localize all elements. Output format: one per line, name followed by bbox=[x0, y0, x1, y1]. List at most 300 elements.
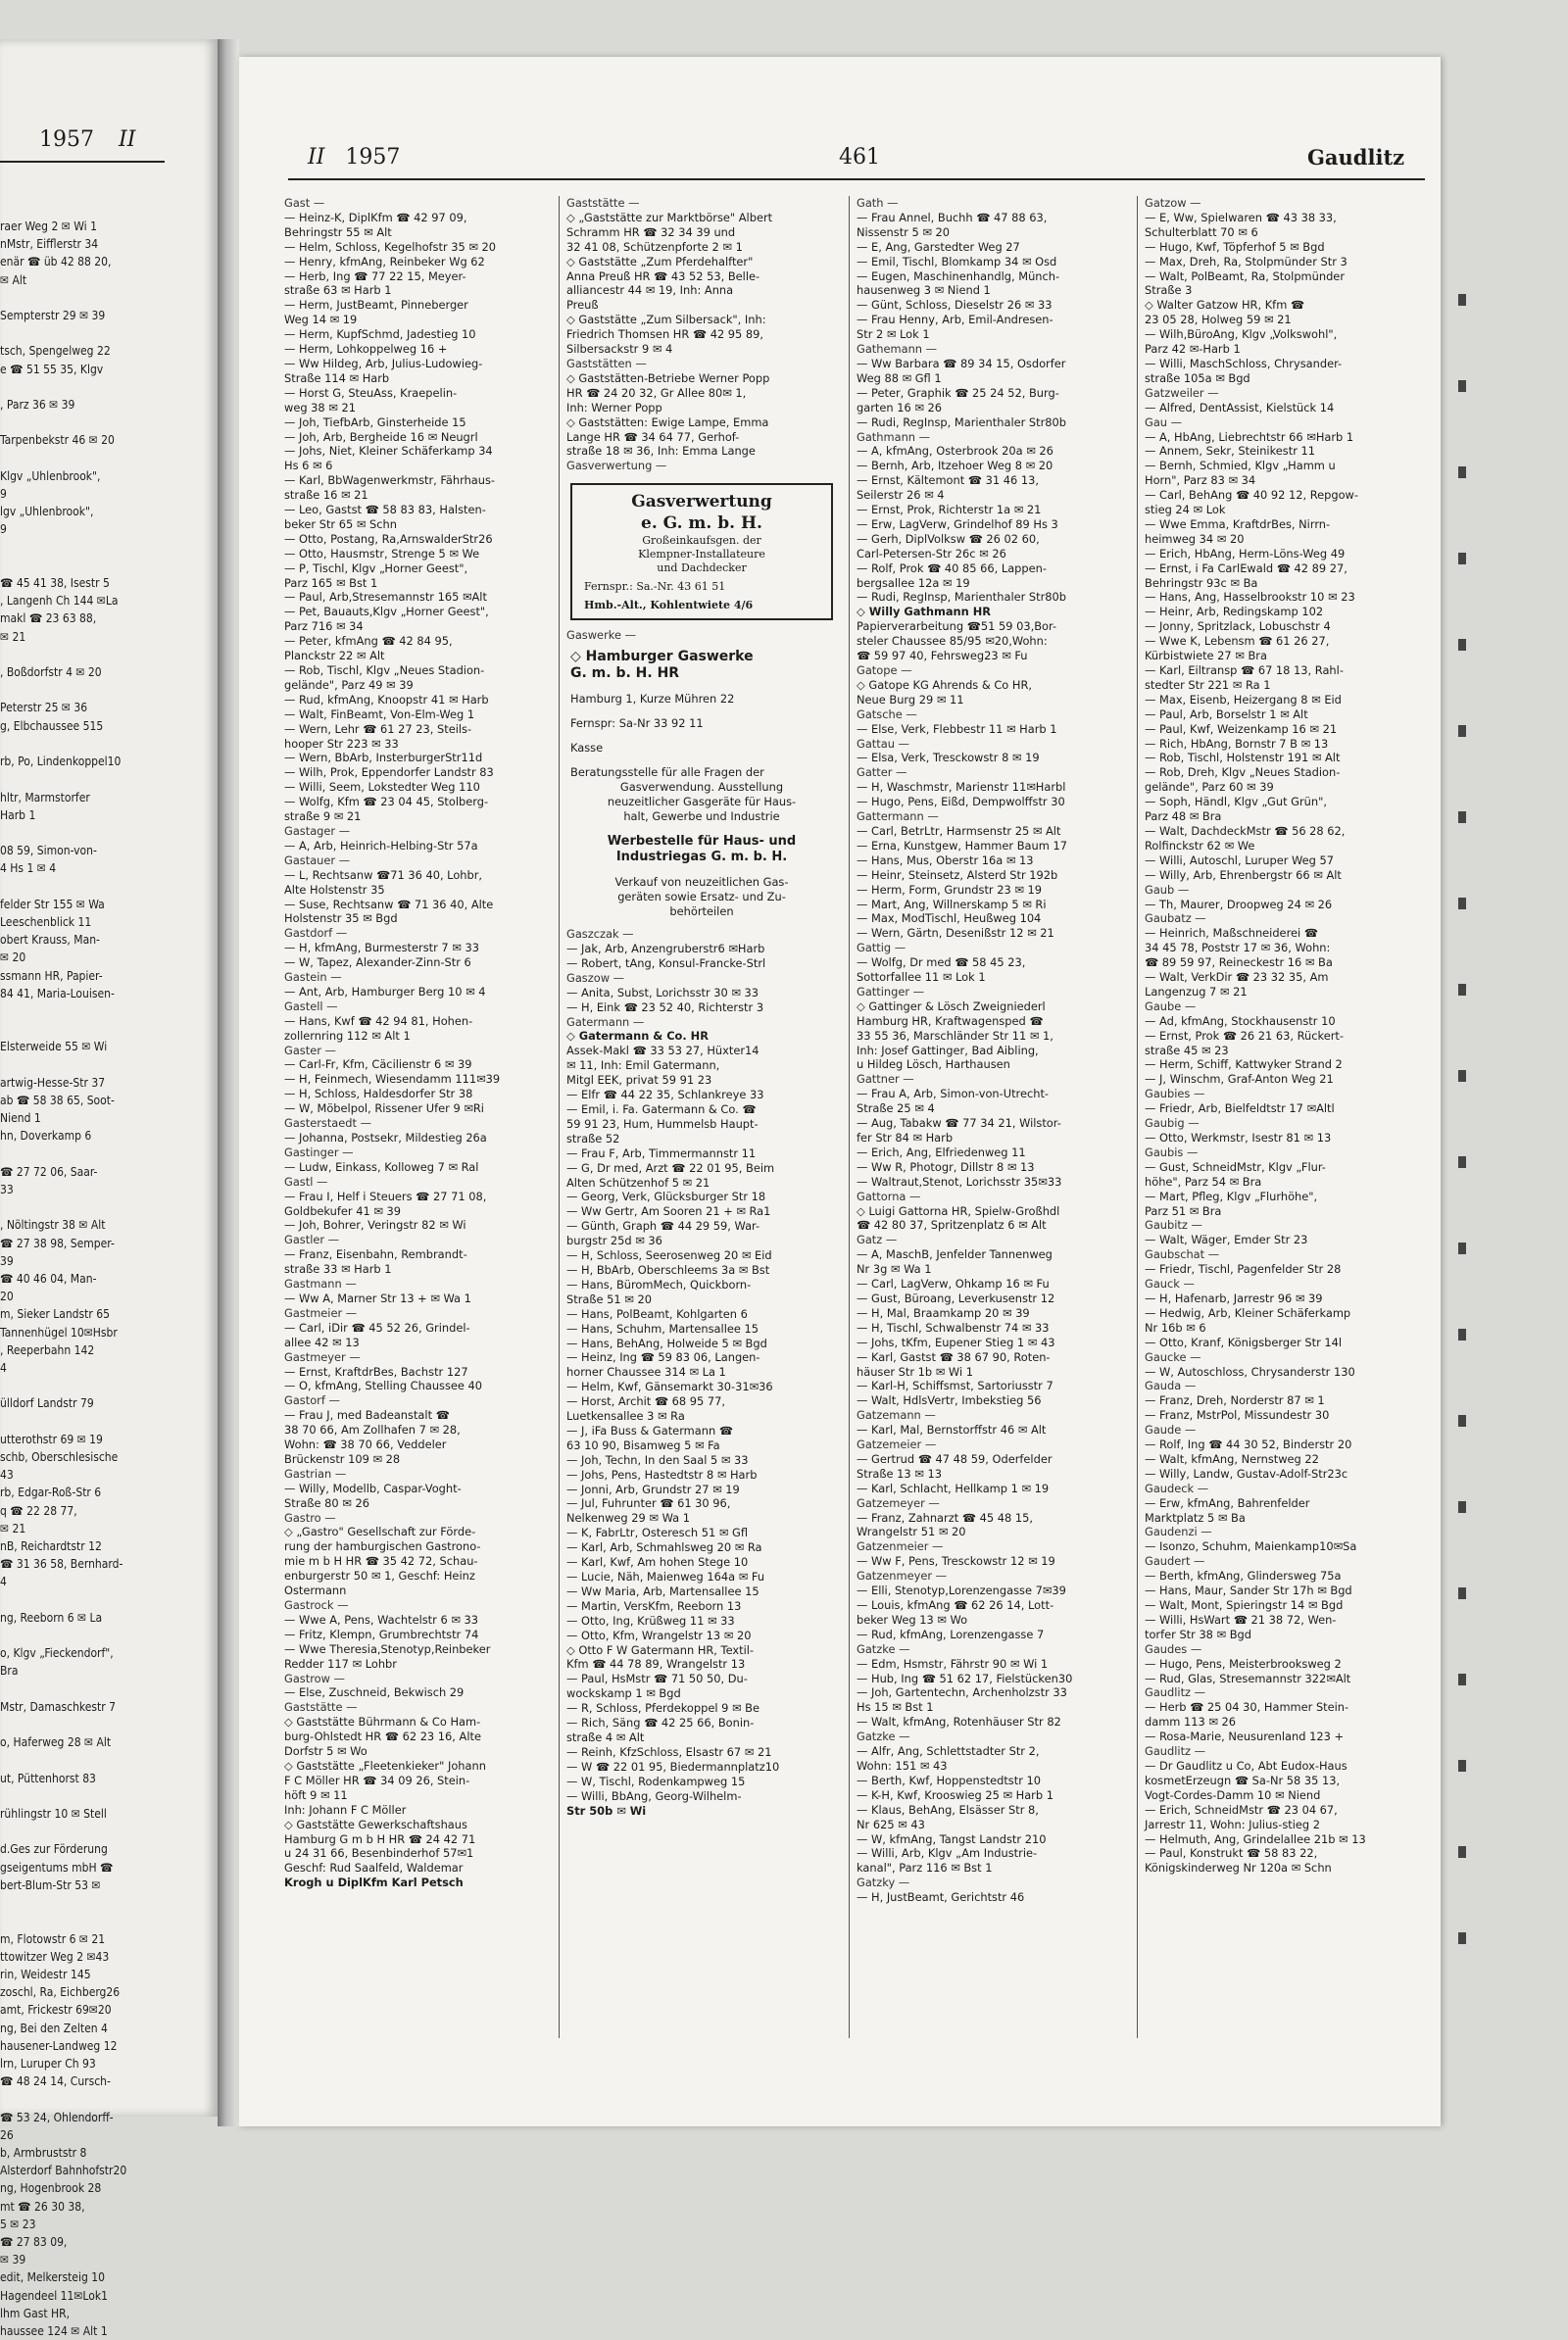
directory-entry: — Wern, Lehr ☎ 61 27 23, Steils- bbox=[284, 721, 472, 736]
directory-entry: Holstenstr 35 ✉ Bgd bbox=[284, 911, 398, 926]
directory-entry: — Joh, Gartentechn, Archenholzstr 33 bbox=[857, 1685, 1067, 1700]
directory-entry: — Rud, kfmAng, Knoopstr 41 ✉ Harb bbox=[284, 692, 489, 707]
left-page-line: , Nöltingstr 38 ✉ Alt bbox=[0, 1218, 106, 1233]
directory-entry: — Ww F, Pens, Tresckowstr 12 ✉ 19 bbox=[857, 1554, 1055, 1569]
directory-entry: Vogt-Cordes-Damm 10 ✉ Niend bbox=[1145, 1787, 1321, 1802]
directory-entry: — H, Hafenarb, Jarrestr 96 ✉ 39 bbox=[1145, 1291, 1323, 1305]
directory-entry: Straße 80 ✉ 26 bbox=[284, 1495, 369, 1510]
surname-heading: Gastler — bbox=[284, 1233, 340, 1247]
left-page-line: ut, Püttenhorst 83 bbox=[0, 1771, 96, 1785]
directory-entry: stedter Str 221 ✉ Ra 1 bbox=[1145, 677, 1271, 692]
directory-entry: Lange HR ☎ 34 64 77, Gerhof- bbox=[566, 429, 740, 444]
directory-entry: — Ww Hildeg, Arb, Julius-Ludowieg- bbox=[284, 356, 483, 370]
directory-entry: ◇ „Gastro" Gesellschaft zur Förde- bbox=[284, 1525, 476, 1539]
surname-heading: Gastdorf — bbox=[284, 926, 348, 941]
left-page-line: zoschl, Ra, Eichberg26 bbox=[0, 1985, 121, 2000]
directory-entry: — Willi, Autoschl, Luruper Weg 57 bbox=[1145, 853, 1334, 867]
directory-entry: — Paul, Arb, Borselstr 1 ✉ Alt bbox=[1145, 707, 1308, 721]
directory-entry: Papierverarbeitung ☎51 59 03,Bor- bbox=[857, 619, 1057, 634]
directory-entry: — Willy, Arb, Ehrenbergstr 66 ✉ Alt bbox=[1145, 867, 1342, 882]
directory-entry: — Herb, Ing ☎ 77 22 15, Meyer- bbox=[284, 268, 466, 283]
directory-entry: — Ernst, Prok ☎ 26 21 63, Rückert- bbox=[1145, 1028, 1344, 1043]
directory-entry: 32 41 08, Schützenpforte 2 ✉ 1 bbox=[566, 239, 743, 254]
left-page-line: , Parz 36 ✉ 39 bbox=[0, 398, 75, 413]
directory-entry: — G, Dr med, Arzt ☎ 22 01 95, Beim bbox=[566, 1160, 775, 1175]
directory-entry: Hamburg HR, Kraftwagensped ☎ bbox=[857, 1013, 1044, 1028]
directory-entry: — Aug, Tabakw ☎ 77 34 21, Wilstor- bbox=[857, 1116, 1061, 1131]
directory-entry: — Edm, Hsmstr, Fährstr 90 ✉ Wi 1 bbox=[857, 1656, 1049, 1671]
directory-entry: — W, Tapez, Alexander-Zinn-Str 6 bbox=[284, 955, 471, 970]
surname-heading: Gatzemann — bbox=[857, 1408, 936, 1423]
directory-entry: — Wern, Gärtn, Desenißstr 12 ✉ 21 bbox=[857, 926, 1054, 941]
directory-entry: Planckstr 22 ✉ Alt bbox=[284, 649, 385, 663]
surname-heading: Gastinger — bbox=[284, 1145, 354, 1159]
directory-entry: — Robert, tAng, Konsul-Francke-Strl bbox=[566, 955, 766, 970]
directory-entry: — Franz, Eisenbahn, Rembrandt- bbox=[284, 1247, 467, 1262]
surname-heading: Gaswerke — bbox=[566, 628, 636, 643]
surname-heading: Gastmeyer — bbox=[284, 1349, 361, 1364]
directory-entry: Preuß bbox=[566, 298, 599, 313]
left-page-line: o, Klgv „Fieckendorf", bbox=[0, 1646, 114, 1661]
surname-heading: Gatermann — bbox=[566, 1014, 645, 1029]
directory-entry: — K, FabrLtr, Osteresch 51 ✉ Gfl bbox=[566, 1526, 748, 1540]
surname-heading: Gaudenzi — bbox=[1145, 1525, 1212, 1539]
left-page-line bbox=[0, 1002, 211, 1020]
directory-entry: — Rolf, Prok ☎ 40 85 66, Lappen- bbox=[857, 561, 1047, 575]
directory-entry: — Joh, Bohrer, Veringstr 82 ✉ Wi bbox=[284, 1218, 466, 1233]
directory-entry: — Soph, Händl, Klgv „Gut Grün", bbox=[1145, 795, 1327, 809]
directory-entry: — Wilh, Prok, Eppendorfer Landstr 83 bbox=[284, 765, 494, 780]
directory-entry: — Otto, Werkmstr, Isestr 81 ✉ 13 bbox=[1145, 1131, 1332, 1145]
directory-entry: F C Möller HR ☎ 34 09 26, Stein- bbox=[284, 1773, 470, 1787]
left-page-line: edit, Melkersteig 10 bbox=[0, 2270, 105, 2285]
directory-entry: garten 16 ✉ 26 bbox=[857, 400, 942, 414]
directory-entry: — H, Schloss, Haldesdorfer Str 38 bbox=[284, 1087, 473, 1101]
directory-entry: — Emil, Tischl, Blomkamp 34 ✉ Osd bbox=[857, 254, 1057, 268]
surname-heading: Gattner — bbox=[857, 1072, 914, 1087]
directory-entry: — Ww R, Photogr, Dillstr 8 ✉ 13 bbox=[857, 1159, 1035, 1174]
directory-entry: Hs 6 ✉ 6 bbox=[284, 459, 333, 473]
directory-entry: mie m b H HR ☎ 35 42 72, Schau- bbox=[284, 1554, 478, 1569]
directory-entry: — Joh, TiefbArb, Ginsterheide 15 bbox=[284, 414, 466, 429]
directory-entry: — Paul, Arb,Stresemannstr 165 ✉Alt bbox=[284, 590, 487, 605]
left-page-line: ✉ 20 bbox=[0, 951, 26, 965]
directory-entry: — Karl, BbWagenwerkmstr, Fährhaus- bbox=[284, 473, 496, 488]
directory-entry: — Emil, i. Fa. Gatermann & Co. ☎ bbox=[566, 1102, 757, 1116]
directory-entry: — Hans, BehAng, Holweide 5 ✉ Bgd bbox=[566, 1336, 767, 1350]
left-page-line bbox=[0, 289, 211, 307]
ad2-phone: Fernspr: Sa-Nr 33 92 11 bbox=[570, 716, 704, 731]
left-page-line: ☎ 40 46 04, Man- bbox=[0, 1271, 97, 1286]
left-page-line: ✉ 39 bbox=[0, 2253, 26, 2267]
ad2-beratung: Beratungsstelle für alle Fragen der bbox=[570, 765, 764, 780]
directory-entry: häuser Str 1b ✉ Wi 1 bbox=[857, 1364, 973, 1379]
directory-entry: — Wwe Theresia,Stenotyp,Reinbeker bbox=[284, 1641, 491, 1656]
directory-entry: u 24 31 66, Besenbinderhof 57✉1 bbox=[284, 1846, 474, 1861]
left-page-line: rin, Weidestr 145 bbox=[0, 1967, 91, 1981]
directory-entry: Parz 51 ✉ Bra bbox=[1145, 1203, 1222, 1218]
column-2 bbox=[566, 196, 837, 2058]
directory-entry: — Ernst, i Fa CarlEwald ☎ 42 89 27, bbox=[1145, 561, 1348, 575]
left-page-line: hltr, Marmstorfer bbox=[0, 790, 90, 804]
directory-entry: — Gust, SchneidMstr, Klgv „Flur- bbox=[1145, 1159, 1326, 1174]
directory-entry: — Hub, Ing ☎ 51 62 17, Fielstücken30 bbox=[857, 1671, 1073, 1685]
directory-entry: — Karl, Gastst ☎ 38 67 90, Roten- bbox=[857, 1349, 1051, 1364]
left-page bbox=[0, 39, 218, 2338]
directory-entry: Wohn: ☎ 38 70 66, Veddeler bbox=[284, 1438, 447, 1452]
left-page-line: 43 bbox=[0, 1468, 14, 1483]
directory-entry: — A, HbAng, Liebrechtstr 66 ✉Harb 1 bbox=[1145, 429, 1354, 444]
directory-entry: ◇ Gaststätte „Zum Pferdehalfter" bbox=[566, 254, 754, 268]
surname-heading: Gaubitz — bbox=[1145, 1218, 1202, 1233]
directory-entry: — Mart, Ang, Willnerskamp 5 ✉ Ri bbox=[857, 897, 1047, 911]
directory-entry: — Günth, Graph ☎ 44 29 59, War- bbox=[566, 1219, 760, 1234]
directory-entry: — Gust, Büroang, Leverkusenstr 12 bbox=[857, 1291, 1055, 1305]
left-page-line: schb, Oberschlesische bbox=[0, 1450, 119, 1465]
surname-heading: Gatzenmeyer — bbox=[857, 1569, 948, 1584]
directory-entry: Schulterblatt 70 ✉ 6 bbox=[1145, 224, 1258, 239]
directory-entry: — Otto, Kfm, Wrangelstr 13 ✉ 20 bbox=[566, 1628, 752, 1642]
left-page-line: Harb 1 bbox=[0, 807, 36, 822]
directory-entry: Goldbekufer 41 ✉ 39 bbox=[284, 1203, 401, 1218]
directory-entry: ◇ Gaststätte Gewerkschaftshaus bbox=[284, 1817, 467, 1831]
surname-heading: Gaucke — bbox=[1145, 1349, 1201, 1364]
directory-entry: — Rudi, RegInsp, Marienthaler Str80b bbox=[857, 590, 1067, 605]
left-page-line: Hagendeel 11✉Lok1 bbox=[0, 2288, 108, 2303]
surname-heading: Gaststätten — bbox=[566, 356, 647, 370]
directory-entry: — Ww A, Marner Str 13 + ✉ Wa 1 bbox=[284, 1291, 471, 1305]
left-page-line: 5 ✉ 23 bbox=[0, 2217, 36, 2231]
directory-entry: — Frau J, med Badeanstalt ☎ bbox=[284, 1408, 450, 1423]
directory-entry: — H, Schloss, Seerosenweg 20 ✉ Eid bbox=[566, 1248, 772, 1263]
page-number: 461 bbox=[839, 145, 880, 170]
left-page-text bbox=[0, 218, 211, 2340]
left-page-line bbox=[0, 824, 211, 842]
directory-entry: Inh: Josef Gattinger, Bad Aibling, bbox=[857, 1043, 1039, 1057]
ad2-kasse: Kasse bbox=[570, 741, 604, 756]
directory-entry: HR ☎ 24 20 32, Gr Allee 80✉ 1, bbox=[566, 385, 747, 400]
directory-entry: straße 33 ✉ Harb 1 bbox=[284, 1262, 392, 1277]
surname-heading: Gaststätte — bbox=[566, 196, 640, 210]
directory-entry: Straße 13 ✉ 13 bbox=[857, 1466, 942, 1481]
left-page-line: o, Haferweg 28 ✉ Alt bbox=[0, 1735, 112, 1750]
surname-heading: Gastein — bbox=[284, 970, 342, 985]
left-page-line: hn, Doverkamp 6 bbox=[0, 1129, 92, 1144]
left-page-line bbox=[0, 735, 211, 753]
directory-entry: — Peter, Graphik ☎ 25 24 52, Burg- bbox=[857, 385, 1059, 400]
directory-entry: — Alfred, DentAssist, Kielstück 14 bbox=[1145, 400, 1335, 414]
directory-entry: — Louis, kfmAng ☎ 62 26 14, Lott- bbox=[857, 1598, 1054, 1612]
directory-entry: horner Chaussee 314 ✉ La 1 bbox=[566, 1365, 726, 1380]
surname-heading: Gaudlitz — bbox=[1145, 1744, 1206, 1759]
header-roman: II bbox=[308, 145, 325, 170]
directory-entry: — Carl, LagVerw, Ohkamp 16 ✉ Fu bbox=[857, 1277, 1050, 1292]
left-page-line: gseigentums mbH ☎ bbox=[0, 1860, 114, 1875]
directory-entry: — Berth, kfmAng, Glindersweg 75a bbox=[1145, 1569, 1342, 1584]
directory-entry: — Anita, Subst, Lorichsstr 30 ✉ 33 bbox=[566, 985, 760, 999]
surname-heading: Gasverwertung — bbox=[566, 459, 667, 473]
directory-entry: Parz 42 ✉-Harb 1 bbox=[1145, 342, 1241, 357]
directory-entry: 59 91 23, Hum, Hummelsb Haupt- bbox=[566, 1116, 759, 1131]
directory-entry: Assek-Makl ☎ 33 53 27, Hüxter14 bbox=[566, 1044, 760, 1058]
directory-entry: — K-H, Kwf, Krooswieg 25 ✉ Harb 1 bbox=[857, 1787, 1054, 1802]
surname-heading: Gaster — bbox=[284, 1043, 336, 1057]
directory-entry: — Walt, PolBeamt, Ra, Stolpmünder bbox=[1145, 268, 1346, 283]
surname-heading: Gatzweiler — bbox=[1145, 385, 1219, 400]
running-head: Gaudlitz bbox=[1307, 145, 1405, 170]
directory-entry: Behringstr 93c ✉ Ba bbox=[1145, 575, 1258, 590]
directory-entry: — Franz, Zahnarzt ☎ 45 48 15, bbox=[857, 1510, 1033, 1525]
surname-heading: Gaudes — bbox=[1145, 1641, 1202, 1656]
left-page-line bbox=[0, 646, 211, 663]
directory-entry: — Walt, kfmAng, Rotenhäuser Str 82 bbox=[857, 1715, 1061, 1730]
book-spine bbox=[218, 39, 239, 2126]
directory-entry: — Rud, kfmAng, Lorenzengasse 7 bbox=[857, 1627, 1045, 1641]
directory-entry: — Lucie, Näh, Maienweg 164a ✉ Fu bbox=[566, 1570, 765, 1584]
directory-entry: — Walt, VerkDir ☎ 23 32 35, Am bbox=[1145, 970, 1329, 985]
surname-heading: Gaudeck — bbox=[1145, 1481, 1209, 1495]
directory-entry: alliancestr 44 ✉ 19, Inh: Anna bbox=[566, 283, 734, 298]
directory-entry: — Wern, BbArb, InsterburgerStr11d bbox=[284, 751, 483, 765]
directory-entry: — Dr Gaudlitz u Co, Abt Eudox-Haus bbox=[1145, 1758, 1348, 1773]
left-page-line: ssmann HR, Papier- bbox=[0, 968, 103, 983]
left-page-line: b, Armbruststr 8 bbox=[0, 2145, 87, 2160]
directory-entry: — H, JustBeamt, Gerichtstr 46 bbox=[857, 1890, 1025, 1905]
left-page-line: 26 bbox=[0, 2127, 14, 2142]
directory-entry: enburgerstr 50 ✉ 1, Geschf: Heinz bbox=[284, 1569, 475, 1584]
surname-heading: Gaubig — bbox=[1145, 1116, 1200, 1131]
directory-entry: — Bernh, Arb, Itzehoer Weg 8 ✉ 20 bbox=[857, 459, 1054, 473]
directory-entry: — Ernst, Kältemont ☎ 31 46 13, bbox=[857, 473, 1039, 488]
directory-entry: — Rich, Säng ☎ 42 25 66, Bonin- bbox=[566, 1716, 755, 1731]
directory-entry: — Hans, BüromMech, Quickborn- bbox=[566, 1277, 752, 1292]
directory-entry: ◇ Gaststätten-Betriebe Werner Popp bbox=[566, 370, 770, 385]
directory-entry: — Willi, BbAng, Georg-Wilhelm- bbox=[566, 1788, 742, 1803]
directory-entry: Seilerstr 26 ✉ 4 bbox=[857, 488, 945, 503]
directory-entry: — Carl, BetrLtr, Harmsenstr 25 ✉ Alt bbox=[857, 823, 1061, 838]
directory-entry: — Frau Annel, Buchh ☎ 47 88 63, bbox=[857, 210, 1048, 224]
surname-heading: Gattinger — bbox=[857, 984, 925, 999]
directory-entry: — Hans, Ang, Hasselbrookstr 10 ✉ 23 bbox=[1145, 590, 1355, 605]
surname-heading: Gaub — bbox=[1145, 882, 1190, 897]
directory-entry: — Paul, Konstrukt ☎ 58 83 22, bbox=[1145, 1846, 1318, 1861]
directory-entry: Straße 3 bbox=[1145, 283, 1193, 298]
directory-entry: — Johs, tKfm, Eupener Stieg 1 ✉ 43 bbox=[857, 1335, 1055, 1349]
left-header-rule bbox=[0, 161, 165, 163]
directory-entry: — Erich, SchneidMstr ☎ 23 04 67, bbox=[1145, 1802, 1338, 1817]
left-page-line: nMstr, Eifflerstr 34 bbox=[0, 237, 99, 252]
left-page-line: m, Sieker Landstr 65 bbox=[0, 1307, 110, 1322]
directory-entry: — Otto, Ing, Krüßweg 11 ✉ 33 bbox=[566, 1613, 735, 1628]
directory-entry: Kfm ☎ 44 78 89, Wrangelstr 13 bbox=[566, 1657, 746, 1672]
directory-entry: allee 42 ✉ 13 bbox=[284, 1335, 360, 1349]
column-2-bottom bbox=[566, 927, 837, 1818]
ad2-werbestelle: Werbestelle für Haus- und bbox=[607, 834, 797, 850]
left-page-line: 4 bbox=[0, 1361, 7, 1375]
directory-entry: — Walt, DachdeckMstr ☎ 56 28 62, bbox=[1145, 823, 1346, 838]
directory-entry: — Jul, Fuhrunter ☎ 61 30 96, bbox=[566, 1496, 731, 1511]
directory-entry: — Else, Zuschneid, Bekwisch 29 bbox=[284, 1685, 465, 1700]
left-page-line: Sempterstr 29 ✉ 39 bbox=[0, 309, 106, 323]
directory-entry: — W, Möbelpol, Rissener Ufer 9 ✉Ri bbox=[284, 1101, 484, 1116]
directory-entry: — L, Rechtsanw ☎71 36 40, Lohbr, bbox=[284, 867, 483, 882]
directory-entry: — Max, Dreh, Ra, Stolpmünder Str 3 bbox=[1145, 254, 1348, 268]
left-page-line: Tannenhügel 10✉Hsbr bbox=[0, 1325, 118, 1340]
directory-entry: hausenweg 3 ✉ Niend 1 bbox=[857, 283, 991, 298]
directory-entry: — Ad, kfmAng, Stockhausenstr 10 bbox=[1145, 1013, 1336, 1028]
directory-entry: beker Weg 13 ✉ Wo bbox=[857, 1612, 968, 1627]
directory-entry: gelände", Parz 49 ✉ 39 bbox=[284, 677, 414, 692]
left-page-line: lgv „Uhlenbrook", bbox=[0, 505, 94, 519]
left-page-line: enär ☎ üb 42 88 20, bbox=[0, 255, 112, 269]
surname-heading: Gastorf — bbox=[284, 1393, 340, 1408]
gaswerke-advertisement bbox=[570, 649, 833, 919]
directory-entry: — Erich, Ang, Elfriedenweg 11 bbox=[857, 1145, 1026, 1159]
column-divider bbox=[849, 196, 850, 2038]
left-page-line: 9 bbox=[0, 522, 7, 537]
directory-entry: straße 105a ✉ Bgd bbox=[1145, 370, 1250, 385]
directory-entry: Straße 114 ✉ Harb bbox=[284, 370, 390, 385]
directory-entry: — Max, Eisenb, Heizergang 8 ✉ Eid bbox=[1145, 692, 1342, 707]
left-page-line: ✉ 21 bbox=[0, 629, 26, 644]
left-page-line: 33 bbox=[0, 1182, 14, 1196]
left-page-line: ☎ 53 24, Ohlendorff- bbox=[0, 2110, 114, 2124]
directory-entry: — Frau Henny, Arb, Emil-Andresen- bbox=[857, 313, 1054, 327]
surname-heading: Gastmann — bbox=[284, 1277, 357, 1292]
directory-entry: Jarrestr 11, Wohn: Julius-stieg 2 bbox=[1145, 1817, 1321, 1831]
surname-heading: Gattig — bbox=[857, 941, 906, 955]
left-page-line: m, Flotowstr 6 ✉ 21 bbox=[0, 1931, 106, 1946]
directory-entry: Sottorfallee 11 ✉ Lok 1 bbox=[857, 970, 986, 985]
directory-entry: — H, BbArb, Oberschleems 3a ✉ Bst bbox=[566, 1262, 770, 1277]
left-page-line: Mstr, Damaschkestr 7 bbox=[0, 1699, 116, 1714]
directory-entry: Straße 25 ✉ 4 bbox=[857, 1101, 935, 1116]
directory-entry: — Horst, Archit ☎ 68 95 77, bbox=[566, 1394, 725, 1409]
ad-phone: Fernspr.: Sa.-Nr. 43 61 51 bbox=[584, 580, 726, 594]
left-page-line: ☎ 27 72 06, Saar- bbox=[0, 1164, 98, 1179]
ad2-beratung: Gasverwendung. Ausstellung bbox=[619, 780, 784, 795]
directory-entry: Straße 51 ✉ 20 bbox=[566, 1292, 652, 1306]
directory-entry: — Johs, Pens, Hastedtstr 8 ✉ Harb bbox=[566, 1467, 758, 1482]
directory-entry: heimweg 34 ✉ 20 bbox=[1145, 531, 1245, 546]
directory-entry: — Wolfg, Kfm ☎ 23 04 45, Stolberg- bbox=[284, 795, 489, 809]
left-page-line: ng, Reeborn 6 ✉ La bbox=[0, 1610, 103, 1625]
directory-entry: — Paul, HsMstr ☎ 71 50 50, Du- bbox=[566, 1672, 748, 1686]
directory-entry: — Wwe Emma, KraftdrBes, Nirrn- bbox=[1145, 516, 1331, 531]
directory-entry: ◇ „Gaststätte zur Marktbörse" Albert bbox=[566, 210, 773, 224]
left-page-line: 08 59, Simon-von- bbox=[0, 844, 97, 858]
directory-entry: — Rolf, Ing ☎ 44 30 52, Binderstr 20 bbox=[1145, 1438, 1352, 1452]
surname-heading: Gatzow — bbox=[1145, 196, 1201, 210]
directory-entry: — Waltraut,Stenot, Lorichsstr 35✉33 bbox=[857, 1174, 1062, 1189]
directory-entry: Str 50b ✉ Wi bbox=[566, 1803, 647, 1818]
ad2-beratung: halt, Gewerbe und Industrie bbox=[623, 809, 780, 824]
directory-entry: — A, MaschB, Jenfelder Tannenweg bbox=[857, 1247, 1053, 1262]
directory-page bbox=[239, 57, 1441, 2126]
ad-subtitle: und Dachdecker bbox=[657, 561, 747, 575]
left-page-line bbox=[0, 414, 211, 431]
directory-entry: höft 9 ✉ 11 bbox=[284, 1787, 348, 1802]
directory-entry: — Erna, Kunstgew, Hammer Baum 17 bbox=[857, 838, 1067, 853]
directory-entry: — Erw, kfmAng, Bahrenfelder bbox=[1145, 1495, 1310, 1510]
directory-entry: — Ant, Arb, Hamburger Berg 10 ✉ 4 bbox=[284, 984, 486, 999]
directory-entry: — Rich, HbAng, Bornstr 7 B ✉ 13 bbox=[1145, 736, 1329, 751]
directory-entry: — Carl, BehAng ☎ 40 92 12, Repgow- bbox=[1145, 488, 1358, 503]
column-1 bbox=[284, 196, 555, 2058]
left-page-line bbox=[0, 1681, 211, 1698]
surname-heading: Gath — bbox=[857, 196, 899, 210]
directory-entry: — Willi, Seem, Lokstedter Weg 110 bbox=[284, 780, 480, 795]
gasverwertung-advertisement bbox=[570, 483, 833, 620]
directory-entry: Redder 117 ✉ Lohbr bbox=[284, 1656, 397, 1671]
directory-entry: — Herm, Lohkoppelweg 16 + bbox=[284, 342, 448, 357]
directory-entry: stieg 24 ✉ Lok bbox=[1145, 503, 1226, 517]
left-page-line: 4 bbox=[0, 1575, 7, 1589]
ad-title: Gasverwertung bbox=[631, 492, 772, 512]
left-page-line: Leeschenblick 11 bbox=[0, 914, 92, 929]
directory-entry: — Joh, Techn, In den Saal 5 ✉ 33 bbox=[566, 1452, 749, 1467]
directory-entry: — Wwe K, Lebensm ☎ 61 26 27, bbox=[1145, 634, 1330, 649]
directory-entry: — Erw, LagVerw, Grindelhof 89 Hs 3 bbox=[857, 516, 1058, 531]
left-page-line: 39 bbox=[0, 1253, 14, 1268]
left-page-line: nB, Reichardtstr 12 bbox=[0, 1539, 102, 1554]
directory-entry: — Hans, Kwf ☎ 42 94 81, Hohen- bbox=[284, 1013, 473, 1028]
header-left bbox=[308, 145, 400, 170]
left-page-line bbox=[0, 450, 211, 467]
left-page-line: , Langenh Ch 144 ✉La bbox=[0, 594, 119, 609]
left-page-line: ng, Hogenbrook 28 bbox=[0, 2181, 102, 2196]
directory-entry: straße 16 ✉ 21 bbox=[284, 488, 368, 503]
surname-heading: Gastro — bbox=[284, 1510, 336, 1525]
directory-entry: gelände", Parz 60 ✉ 39 bbox=[1145, 780, 1274, 795]
directory-entry: Nr 16b ✉ 6 bbox=[1145, 1320, 1206, 1335]
directory-entry: ◇ Gaststätte „Fleetenkieker" Johann bbox=[284, 1758, 486, 1773]
left-page-line: ng, Bei den Zelten 4 bbox=[0, 2021, 108, 2035]
left-page-line: q ☎ 22 28 77, bbox=[0, 1503, 77, 1518]
surname-heading: Gaszczak — bbox=[566, 927, 634, 942]
directory-entry: — Otto, Kranf, Königsberger Str 14l bbox=[1145, 1335, 1343, 1349]
directory-entry: — Wwe A, Pens, Wachtelstr 6 ✉ 33 bbox=[284, 1612, 478, 1627]
left-page-line: ✉ 21 bbox=[0, 1521, 26, 1536]
directory-entry: kosmetErzeugn ☎ Sa-Nr 58 35 13, bbox=[1145, 1773, 1341, 1787]
header-rule bbox=[288, 178, 1425, 180]
directory-entry: — Rosa-Marie, Neusurenland 123 + bbox=[1145, 1730, 1344, 1744]
left-header-roman: II bbox=[119, 127, 136, 152]
left-page-line: utterothstr 69 ✉ 19 bbox=[0, 1432, 103, 1446]
left-page-line: bert-Blum-Str 53 ✉ bbox=[0, 1877, 101, 1892]
left-page-line: 9 bbox=[0, 487, 7, 502]
directory-entry: — Elli, Stenotyp,Lorenzengasse 7✉39 bbox=[857, 1584, 1066, 1598]
directory-entry: — Fritz, Klempn, Grumbrechtstr 74 bbox=[284, 1627, 479, 1641]
left-page-line: g, Elbchaussee 515 bbox=[0, 718, 104, 733]
directory-entry: Hamburg G m b H HR ☎ 24 42 71 bbox=[284, 1831, 476, 1846]
left-page-line: d.Ges zur Förderung bbox=[0, 1842, 108, 1857]
directory-entry: — H, Tischl, Schwalbenstr 74 ✉ 33 bbox=[857, 1320, 1050, 1335]
left-page-line bbox=[0, 1198, 211, 1216]
header-year: 1957 bbox=[345, 145, 401, 170]
directory-entry: straße 18 ✉ 36, Inh: Emma Lange bbox=[566, 444, 756, 459]
directory-entry: Nr 625 ✉ 43 bbox=[857, 1817, 925, 1831]
directory-entry: — Johanna, Postsekr, Mildestieg 26a bbox=[284, 1131, 487, 1145]
left-page-line: rb, Edgar-Roß-Str 6 bbox=[0, 1486, 102, 1500]
directory-entry: — Ww Maria, Arb, Martensallee 15 bbox=[566, 1584, 760, 1598]
surname-heading: Gast — bbox=[284, 196, 325, 210]
directory-entry: — Walt, kfmAng, Nernstweg 22 bbox=[1145, 1451, 1319, 1466]
directory-entry: Parz 165 ✉ Bst 1 bbox=[284, 575, 378, 590]
directory-entry: — Heinr, Steinsetz, Alsterd Str 192b bbox=[857, 867, 1058, 882]
directory-entry: — Hans, Maur, Sander Str 17h ✉ Bgd bbox=[1145, 1584, 1352, 1598]
column-divider bbox=[1137, 196, 1138, 2038]
